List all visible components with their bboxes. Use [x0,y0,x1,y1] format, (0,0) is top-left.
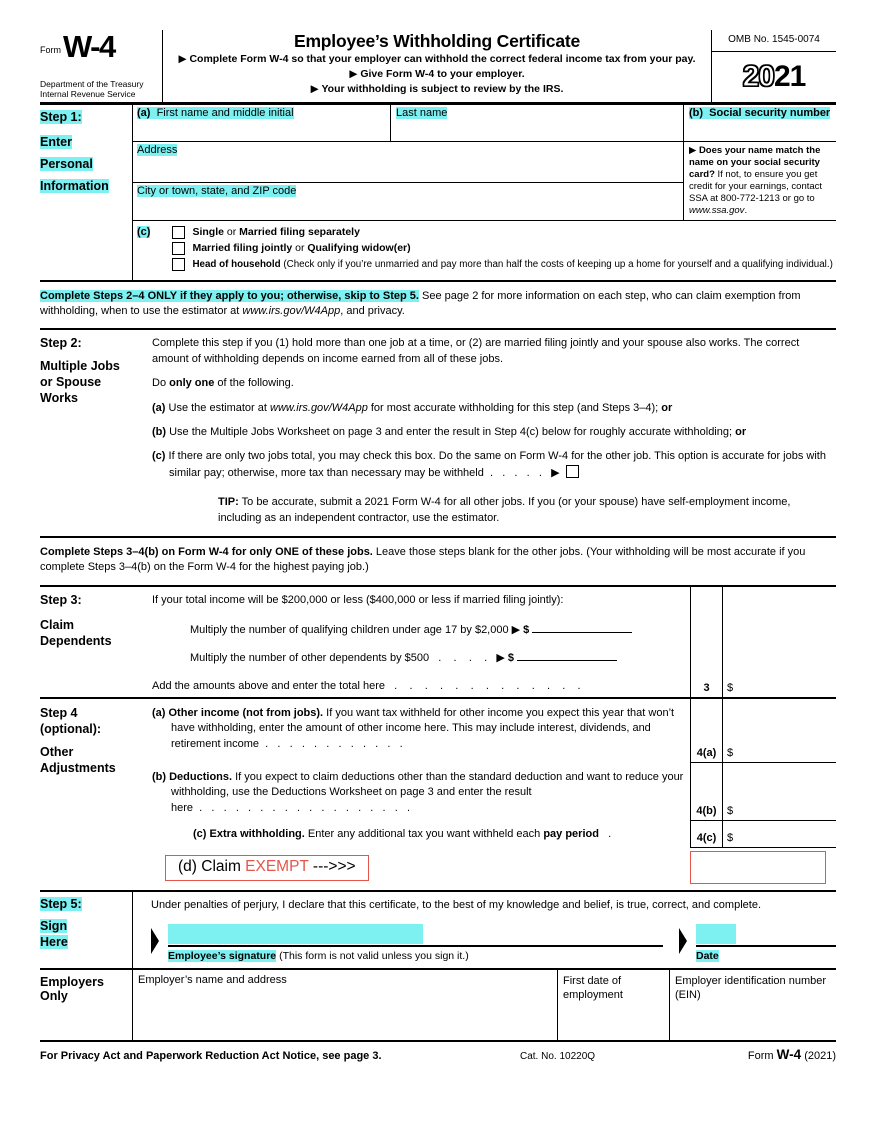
step2-sub-2: or Spouse [40,375,102,390]
ssn-field[interactable] [684,105,836,142]
step3-title: Step 3: [40,592,82,607]
ssn-note-text: If not, to ensure you get credit for your earnings, contact SSA at 800-772-1213 or go to [689,168,823,205]
extra-withholding-text [152,821,690,848]
line3-dollar-sign: $ [727,681,734,694]
other-income-row [152,699,836,763]
filing-status-hoh-row [172,258,832,271]
employers-label-2: Only [40,988,68,1003]
total-text: Add the amounts above and enter the total here [152,679,385,692]
extra-withholding-field[interactable] [722,821,836,848]
other-income-dots: . . . . . . . . . . . . [259,737,403,750]
year-bold-part: 21 [774,59,806,93]
option-mfj: Married filing jointly [192,242,293,255]
city-label: City or town, state, and ZIP code [137,184,297,197]
total-credits-line [152,680,690,692]
steps-2-4-note [40,282,836,331]
exempt-word: EXEMPT [245,857,309,875]
step2-intro: Complete this step if you (1) hold more than one job at a time, or (2) are married filing jointly and your spouse also works. The correct amount of withholding depends on income earned from all of these jobs. [152,337,800,365]
opt-b-text: Use the Multiple Jobs Worksheet on page 3 and enter the result in Step 4(c) below for roughly accurate withholding; [166,425,736,438]
other-income-text [152,699,690,763]
year-outline-part: 20 [742,59,774,93]
other-income-field[interactable] [722,699,836,763]
ssn-match-note [684,142,836,220]
omb-number: OMB No. 1545-0074 [712,30,836,52]
deductions-dots: . . . . . . . . . . . . . . . . . . [193,801,411,814]
option-hoh-note: (Check only if you’re unmarried and pay more than half the costs of keeping up a home for yourself and a qualifying individual.) [280,258,833,270]
do-post: of the following. [214,377,294,390]
opt-a-prefix: (a) [152,401,166,414]
employers-label [40,970,133,1040]
other-dependents-line [190,649,690,664]
children-dollar-sign: $ [523,623,530,636]
header-bullet-2: ▶ Give Form W-4 to your employer. [349,68,525,81]
others-dollar-sign: $ [507,651,514,664]
step4-optional: (optional): [40,721,102,736]
line3-number: 3 [690,587,722,697]
last-name-label: Last name [396,106,448,119]
others-text: Multiply the number of other dependents by $500 [190,651,430,664]
opt-b-prefix: (b) [152,425,167,438]
step1-sub-2: Personal [40,156,93,171]
step2-do-one [152,376,836,391]
deductions-rest: If you expect to claim deductions other than the standard deduction and want to reduce your withholding, use the Deductions Worksheet on page 3 and enter the result here [171,770,684,814]
footer-form-number: W-4 [776,1046,802,1062]
extra-withholding-rest: Enter any additional tax you want withheld each [304,827,544,840]
line4b-number: 4(b) [690,763,722,821]
line4a-dollar-sign: $ [727,746,734,759]
opt-a-or: or [661,401,673,414]
first-date-employment-field[interactable] [558,970,670,1040]
step2-sub-3: Works [40,391,78,406]
step5-label [40,892,133,968]
deductions-bold: (b) Deductions. [152,770,233,783]
qualifying-children-line [190,621,690,636]
other-income-bold: (a) Other income (not from jobs). [152,706,324,719]
step5-section [40,892,836,970]
steps-3-4b-note [40,538,836,587]
ssn-note-end: . [744,205,748,217]
children-amount-field[interactable] [532,621,632,633]
city-state-zip-field[interactable] [133,183,683,215]
omb-year-block [712,30,836,102]
step2-option-a [152,401,836,416]
option-mfs: Married filing separately [239,226,360,239]
pay-period-bold: pay period [543,827,599,840]
first-name-field[interactable] [133,105,391,141]
steps-2-4-note-text1: See page 2 for more information on each step, who can claim exemption from withholding, when to use the estimator at [40,289,801,317]
head-of-household-checkbox[interactable] [172,258,185,271]
signature-pointer-icon [151,928,159,954]
step3-label [40,587,152,697]
opt-c-dots: . . . . . [483,466,552,479]
step1-label [40,105,133,280]
total-credits-field[interactable] [722,587,836,697]
address-field[interactable] [133,142,683,183]
step2-label [40,330,152,536]
exempt-input-box[interactable] [690,851,826,884]
header-bullet-1: ▶ Complete Form W-4 so that your employer can withhold the correct federal income tax from your pay. [178,53,696,65]
others-dots: . . . . [429,651,494,664]
form-id-block [40,30,163,102]
address-label: Address [137,143,178,156]
form-word: Form [40,45,61,56]
option-qw: Qualifying widow(er) [307,242,411,255]
employer-name-label: Employer’s name and address [138,973,287,986]
filing-status-area [133,221,836,280]
employee-signature-field[interactable] [168,924,663,947]
steps-2-4-note-highlight: Complete Steps 2–4 ONLY if they apply to you; otherwise, skip to Step 5. [40,289,419,302]
date-pointer-icon [679,928,687,954]
employer-name-address-field[interactable] [133,970,558,1040]
filing-status-prefix: (c) [137,225,151,238]
line4c-dollar-sign: $ [727,831,734,844]
ssn-label: Social security number [709,106,831,119]
date-label: Date [696,949,719,962]
form-footer-id [595,1047,836,1062]
step2-option-c [152,449,836,481]
total-dots: . . . . . . . . . . . . . [385,679,581,692]
employers-only-section [40,970,836,1042]
department-line: Department of the Treasury [40,79,144,90]
extra-withholding-row [152,821,836,848]
ssn-note-bold: ▶ Does your name match the name on your social security card? [689,144,821,180]
steps-3-4b-bold: Complete Steps 3–4(b) on Form W-4 for only ONE of these jobs. [40,545,373,558]
last-name-field[interactable] [391,105,683,141]
option-or-1: or [223,226,240,239]
step2-option-b [152,425,836,440]
step4-sub-1: Other [40,744,74,759]
form-title-block [163,30,712,102]
step1-title: Step 1: [40,109,82,124]
married-jointly-checkbox[interactable] [172,242,185,255]
step2-sub-1: Multiple Jobs [40,359,120,374]
steps-2-4-note-text2: , and privacy. [340,304,405,317]
others-arrow-icon: ▶ [493,651,508,664]
line4b-dollar-sign: $ [727,804,734,817]
option-hoh: Head of household [192,258,281,270]
do-bold: only one [169,377,215,390]
opt-c-arrow-icon: ▶ [551,466,560,479]
do-pre: Do [152,377,170,390]
exempt-prefix: (d) Claim [178,857,246,875]
step5-title: Step 5: [40,896,82,911]
perjury-statement: Under penalties of perjury, I declare that this certificate, to the best of my knowledge and belief, is true, correct, and complete. [151,898,762,911]
opt-b-or: or [735,425,747,438]
filing-status-single-row [172,226,832,239]
ein-label: Employer identification number (EIN) [675,974,827,1001]
opt-a-text1: Use the estimator at [165,401,270,414]
opt-a-text2: for most accurate withholding for this step (and Steps 3–4); [367,401,662,414]
form-number: W-4 [63,29,115,64]
form-header [40,30,836,105]
date-highlight [696,924,736,944]
step3-section [40,587,836,699]
filing-status-married-row [172,242,832,255]
deductions-text [152,763,690,821]
extra-withholding-bold: (c) Extra withholding. [193,827,305,840]
claim-exempt-row [40,848,836,892]
step4-sub-2: Adjustments [40,760,116,775]
tax-year [712,52,836,102]
other-income-rest: If you want tax withheld for other income you expect this year that won’t have withholding, enter the amount of other income here. This may include interest, dividends, and retirement income [171,706,675,750]
date-field[interactable] [696,924,836,947]
footer-form-word: Form [747,1049,777,1062]
signature-note: (This form is not valid unless you sign it.) [276,949,469,962]
other-dependents-amount-field[interactable] [517,649,617,661]
first-name-label: First name and middle initial [156,106,294,119]
exempt-arrows: --->>> [308,857,356,875]
footer-form-year: (2021) [801,1049,836,1062]
catalog-number: Cat. No. 10220Q [520,1050,596,1062]
claim-exempt-annotation [165,855,369,881]
step2-title: Step 2: [40,336,82,351]
step4-title: Step 4 [40,705,78,720]
option-single: Single [192,226,224,239]
ssn-prefix: (b) [689,106,710,119]
step5-sub-1: Sign [40,918,68,933]
first-date-label: First date of employment [563,974,623,1001]
step3-sub-2: Dependents [40,633,112,648]
form-footer [40,1042,836,1062]
deductions-row [152,763,836,821]
first-name-prefix: (a) [137,106,157,119]
signature-highlight [168,924,423,944]
tip-label: TIP: [218,496,239,509]
ein-field[interactable] [670,970,836,1040]
children-text: Multiply the number of qualifying children under age 17 by $2,000 [190,623,509,636]
step4-label [40,699,152,848]
step3-intro: If your total income will be $200,000 or less ($400,000 or less if married filing jointly): [152,593,564,606]
two-jobs-checkbox[interactable] [566,465,579,478]
opt-c-text: If there are only two jobs total, you may check this box. Do the same on Form W-4 for the other job. This option is accurate for jobs with similar pay; otherwise, more tax than necessary may be withheld [165,450,826,479]
w4app-link-2: www.irs.gov/W4App [270,401,368,414]
option-or-2: or [292,242,308,255]
line4a-number: 4(a) [690,699,722,763]
line4c-number: 4(c) [690,821,722,848]
employers-label-1: Employers [40,974,104,989]
step2-tip [218,495,836,526]
single-checkbox[interactable] [172,226,185,239]
step4-section [40,699,836,848]
steps-3-4b-text: Leave those steps blank for the other jobs. (Your withholding will be most accurate if you complete Steps 3–4(b) on the Form W-4 for the highest paying job.) [40,545,806,574]
step3-sub-1: Claim [40,617,75,632]
step2-section [40,330,836,538]
step1-sub-1: Enter [40,134,72,149]
deductions-field[interactable] [722,763,836,821]
w4app-link-1: www.irs.gov/W4App [242,304,341,317]
service-line: Internal Revenue Service [40,89,136,100]
ssa-link: www.ssa.gov [689,205,745,217]
form-title: Employee’s Withholding Certificate [293,31,581,51]
children-arrow-icon: ▶ [508,623,524,636]
privacy-notice: For Privacy Act and Paperwork Reduction Act Notice, see page 3. [40,1049,382,1062]
step5-sub-2: Here [40,934,68,949]
step1-section [40,105,836,282]
step1-sub-3: Information [40,178,109,193]
extra-withholding-dots: . [598,827,612,840]
tip-text: To be accurate, submit a 2021 Form W-4 for all other jobs. If you (or your spouse) have self-employment income, including as an independent contractor, use the estimator. [218,496,791,524]
signature-label: Employee’s signature [168,949,277,962]
opt-c-prefix: (c) [152,450,166,463]
header-bullet-3: ▶ Your withholding is subject to review by the IRS. [310,83,564,96]
